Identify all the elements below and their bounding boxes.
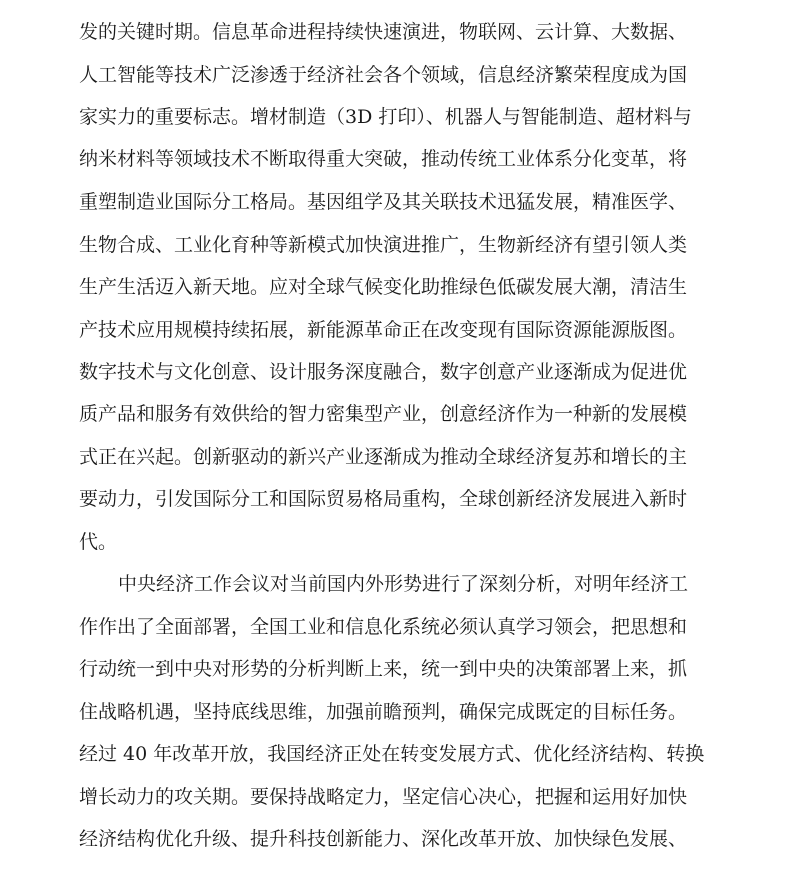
text-line: 住战略机遇，坚持底线思维，加强前瞻预判，确保完成既定的目标任务。 xyxy=(79,701,688,723)
text-line: 要动力，引发国际分工和国际贸易格局重构，全球创新经济发展进入新时 xyxy=(79,488,688,510)
text-line: 经过 40 年改革开放，我国经济正处在转变发展方式、优化经济结构、转换 xyxy=(79,743,705,765)
text-line: 纳米材料等领域技术不断取得重大突破，推动传统工业体系分化变革，将 xyxy=(79,148,688,170)
text-line: 重塑制造业国际分工格局。基因组学及其关联技术迅猛发展，精准医学、 xyxy=(79,191,688,213)
text-line: 人工智能等技术广泛渗透于经济社会各个领域，信息经济繁荣程度成为国 xyxy=(79,64,688,86)
text-line: 行动统一到中央对形势的分析判断上来，统一到中央的决策部署上来，抓 xyxy=(79,658,688,680)
text-line: 作作出了全面部署，全国工业和信息化系统必须认真学习领会，把思想和 xyxy=(79,616,688,638)
text-line: 发的关键时期。信息革命进程持续快速演进，物联网、云计算、大数据、 xyxy=(79,21,688,43)
text-line: 经济结构优化升级、提升科技创新能力、深化改革开放、加快绿色发展、 xyxy=(79,828,688,850)
text-line: 生产生活迈入新天地。应对全球气候变化助推绿色低碳发展大潮，清洁生 xyxy=(79,276,688,298)
text-line: 式正在兴起。创新驱动的新兴产业逐渐成为推动全球经济复苏和增长的主 xyxy=(79,446,688,468)
text-line: 产技术应用规模持续拓展，新能源革命正在改变现有国际资源能源版图。 xyxy=(79,319,688,341)
text-line: 增长动力的攻关期。要保持战略定力，坚定信心决心，把握和运用好加快 xyxy=(79,786,688,808)
text-line: 代。 xyxy=(79,531,118,553)
text-line: 生物合成、工业化育种等新模式加快演进推广，生物新经济有望引领人类 xyxy=(79,234,688,256)
paragraph-first-line: 中央经济工作会议对当前国内外形势进行了深刻分析，对明年经济工 xyxy=(118,573,689,595)
text-line: 质产品和服务有效供给的智力密集型产业，创意经济作为一种新的发展模 xyxy=(79,403,688,425)
text-line: 数字技术与文化创意、设计服务深度融合，数字创意产业逐渐成为促进优 xyxy=(79,361,688,383)
text-line: 家实力的重要标志。增材制造（3D 打印）、机器人与智能制造、超材料与 xyxy=(79,106,692,128)
